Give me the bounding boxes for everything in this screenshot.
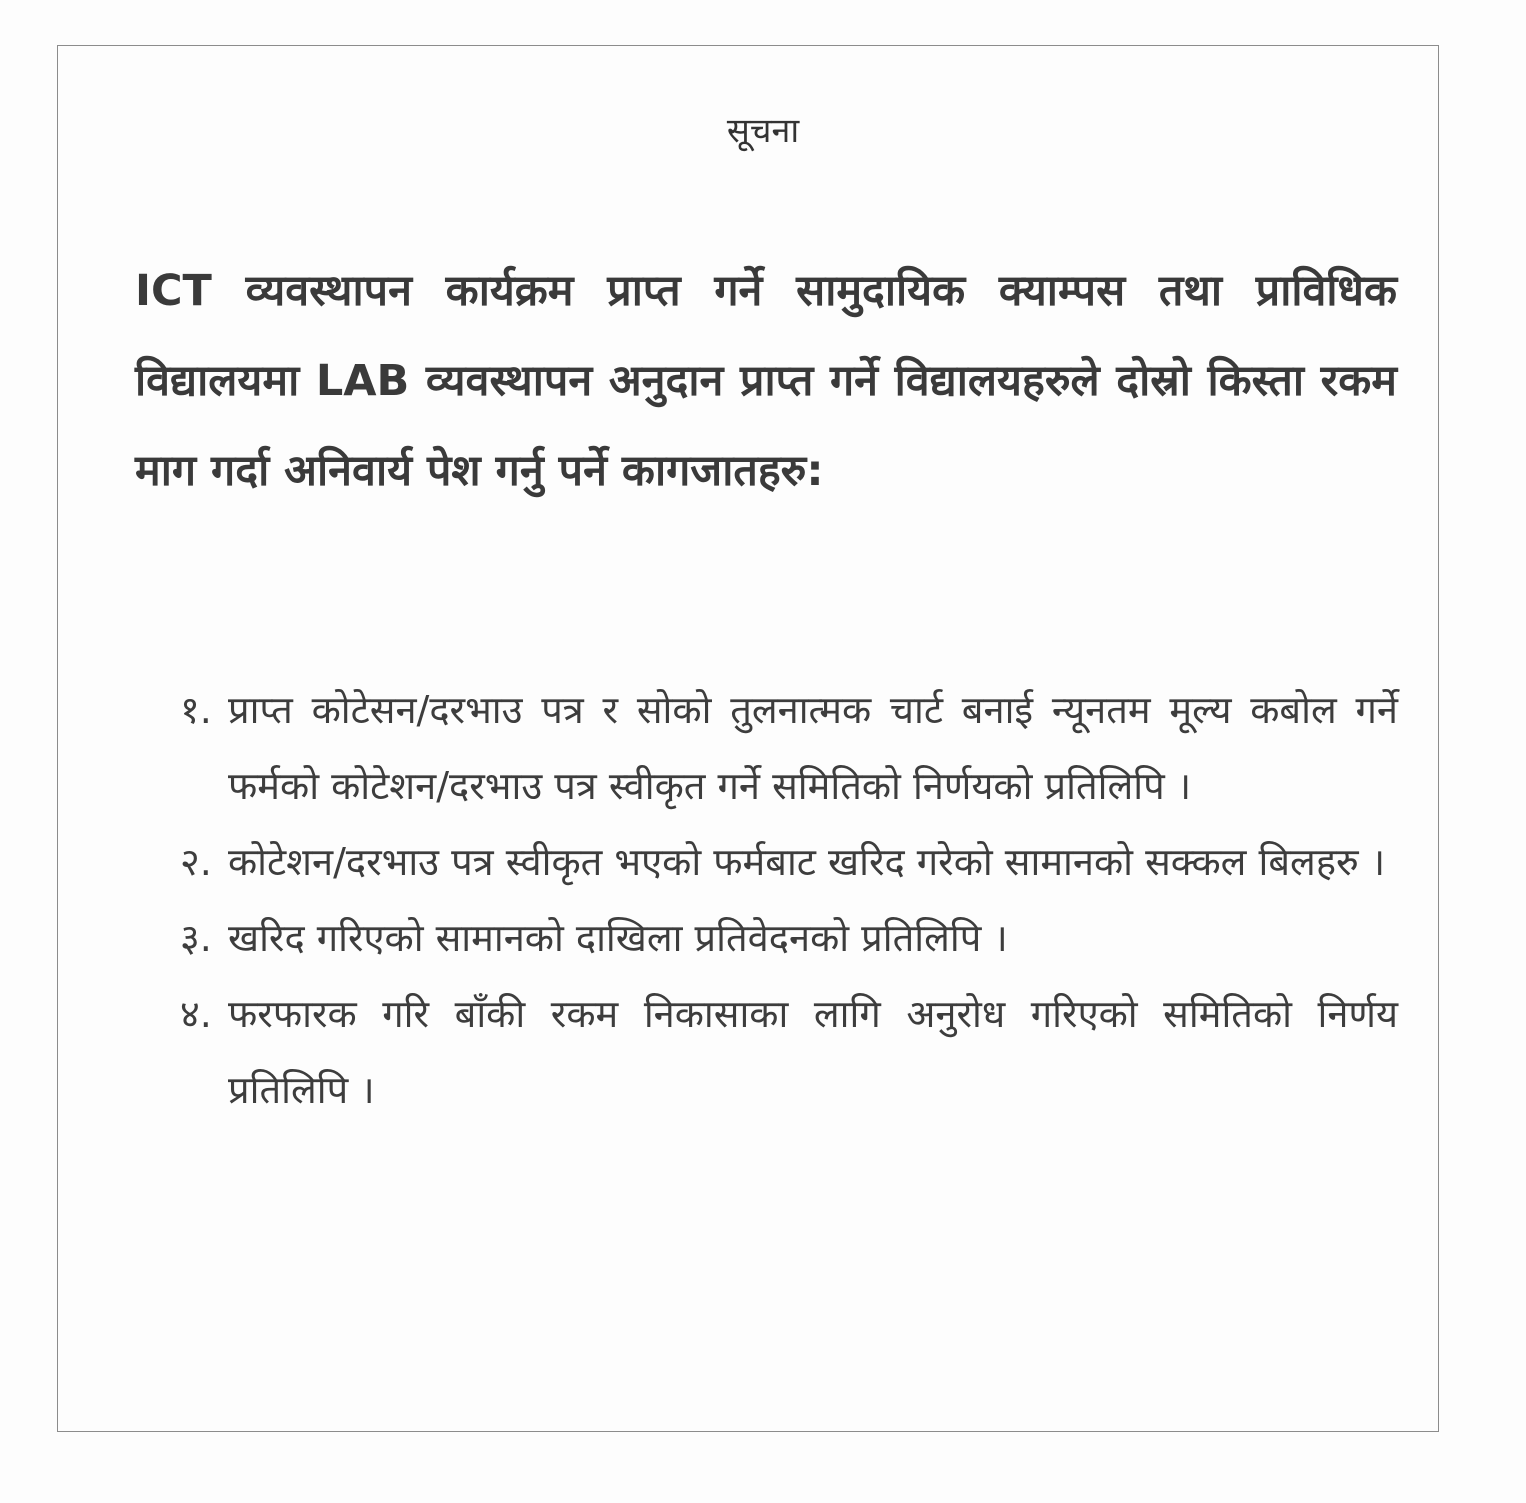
- list-item: [180, 976, 1398, 1128]
- list-item-text: खरिद गरिएको सामानको दाखिला प्रतिवेदनको प्रतिलिपि ।: [228, 916, 1008, 960]
- list-item-text: फरफारक गरि बाँकी रकम निकासाका लागि अनुरोध गरिएको समितिको निर्णय प्रतिलिपि ।: [228, 992, 1398, 1112]
- list-item-number: ४.: [180, 992, 212, 1036]
- list-item-number: २.: [180, 840, 212, 884]
- notice-title: सूचना: [726, 111, 800, 151]
- list-item-number: १.: [180, 688, 212, 732]
- notice-heading: ICT व्यवस्थापन कार्यक्रम प्राप्त गर्ने सामुदायिक क्याम्पस तथा प्राविधिक विद्यालयमा LAB व्यवस्थापन अनुदान प्राप्त गर्ने विद्यालयहरुले दोस्रो किस्ता रकम माग गर्दा अनिवार्य पेश गर्नु पर्ने कागजातहरु:: [135, 266, 1397, 496]
- list-item-text: कोटेशन/दरभाउ पत्र स्वीकृत भएको फर्मबाट खरिद गरेको सामानको सक्कल बिलहरु ।: [228, 840, 1386, 884]
- required-documents-list: [180, 672, 1398, 1128]
- list-item: [180, 824, 1398, 900]
- list-item: [180, 900, 1398, 976]
- list-item-text: प्राप्त कोटेसन/दरभाउ पत्र र सोको तुलनात्मक चार्ट बनाई न्यूनतम मूल्य कबोल गर्ने फर्मको कोटेशन/दरभाउ पत्र स्वीकृत गर्ने समितिको निर्णयको प्रतिलिपि ।: [228, 688, 1398, 808]
- list-item: [180, 672, 1398, 824]
- list-item-number: ३.: [180, 916, 212, 960]
